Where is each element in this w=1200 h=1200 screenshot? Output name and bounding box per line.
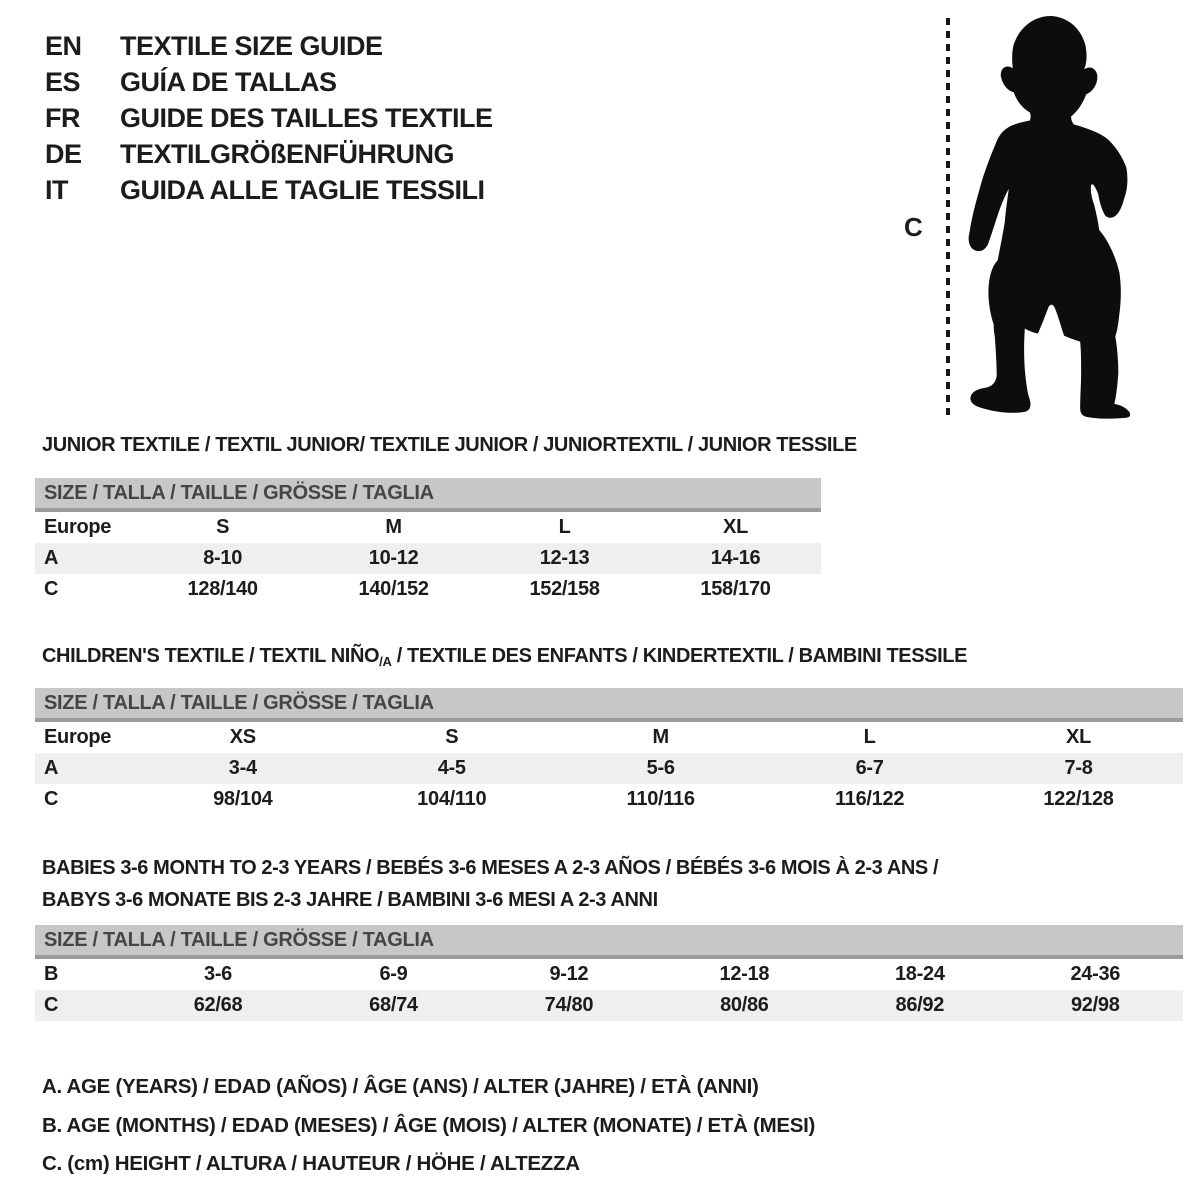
size-cell: L <box>863 726 876 748</box>
height-cell: 152/158 <box>529 578 600 600</box>
height-cell: 86/92 <box>895 994 945 1016</box>
age-cell: 4-5 <box>437 757 466 779</box>
legend-line-b: B. AGE (MONTHS) / EDAD (MESES) / ÂGE (MOIS) / ALTER (MONATE) / ETÀ (MESI) <box>42 1113 816 1137</box>
children-size-table <box>35 688 1183 815</box>
size-cell: S <box>445 726 459 748</box>
months-cell: 9-12 <box>549 963 589 985</box>
language-title-block <box>45 28 493 208</box>
height-cell: 158/170 <box>700 578 771 600</box>
junior-section-title: JUNIOR TEXTILE / TEXTIL JUNIOR/ TEXTILE JUNIOR / JUNIORTEXTIL / JUNIOR TESSILE <box>42 434 857 456</box>
lang-code: IT <box>45 175 68 205</box>
lang-title: TEXTILGRÖßENFÜHRUNG <box>120 139 454 169</box>
age-cell: 8-10 <box>203 547 243 569</box>
lang-title: TEXTILE SIZE GUIDE <box>120 31 383 61</box>
height-cell: 74/80 <box>544 994 594 1016</box>
children-title-sub: /A <box>379 654 392 669</box>
height-cell: 110/116 <box>626 788 695 810</box>
age-cell: 3-4 <box>228 757 257 779</box>
age-cell: 12-13 <box>539 547 590 569</box>
height-cell: 62/68 <box>193 994 243 1016</box>
height-cell: 104/110 <box>417 788 487 810</box>
children-section-title <box>42 645 967 669</box>
height-cell: 116/122 <box>835 788 905 810</box>
lang-title: GUIDE DES TAILLES TEXTILE <box>120 103 493 133</box>
lang-row-it <box>45 172 493 208</box>
lang-row-en <box>45 28 493 64</box>
table-row-months <box>35 959 1183 990</box>
row-label: C <box>44 994 59 1016</box>
months-cell: 24-36 <box>1070 963 1121 985</box>
table-row-height <box>35 574 821 605</box>
legend-block <box>42 1068 815 1184</box>
row-label: Europe <box>44 516 112 538</box>
table-row-europe <box>35 512 821 543</box>
months-cell: 12-18 <box>719 963 770 985</box>
children-title-post: / TEXTILE DES ENFANTS / KINDERTEXTIL / BAMBINI TESSILE <box>391 645 968 667</box>
toddler-silhouette-image <box>966 16 1140 420</box>
lang-code: EN <box>45 31 82 61</box>
legend-line-c: C. (cm) HEIGHT / ALTURA / HAUTEUR / HÖHE / ALTEZZA <box>42 1152 580 1175</box>
months-cell: 3-6 <box>204 963 233 985</box>
table-row-height <box>35 784 1183 815</box>
size-cell: XL <box>723 516 748 538</box>
children-table-header: SIZE / TALLA / TAILLE / GRÖSSE / TAGLIA <box>35 688 1183 722</box>
size-cell: XL <box>1066 726 1092 748</box>
height-cell: 98/104 <box>213 788 273 810</box>
age-cell: 6-7 <box>855 757 884 779</box>
row-label: A <box>44 757 59 779</box>
height-cell: 68/74 <box>369 994 418 1016</box>
lang-code: FR <box>45 103 80 133</box>
height-cell: 80/86 <box>720 994 769 1016</box>
table-row-age <box>35 543 821 574</box>
age-cell: 14-16 <box>710 547 761 569</box>
table-row-age <box>35 753 1183 784</box>
lang-title: GUÍA DE TALLAS <box>120 67 337 97</box>
size-cell: L <box>558 516 571 538</box>
age-cell: 5-6 <box>646 757 675 779</box>
babies-size-table <box>35 925 1183 1021</box>
size-cell: M <box>652 726 669 748</box>
babies-title-line1: BABIES 3-6 MONTH TO 2-3 YEARS / BEBÉS 3-6 MESES A 2-3 AÑOS / BÉBÉS 3-6 MOIS À 2-3 ANS / <box>42 857 939 879</box>
months-cell: 6-9 <box>379 963 408 985</box>
babies-title-line2: BABYS 3-6 MONATE BIS 2-3 JAHRE / BAMBINI 3-6 MESI A 2-3 ANNI <box>42 889 658 911</box>
row-label: A <box>44 547 59 569</box>
row-label: Europe <box>44 726 112 748</box>
row-label: C <box>44 578 59 600</box>
size-cell: XS <box>229 726 256 748</box>
age-cell: 7-8 <box>1064 757 1093 779</box>
junior-size-table <box>35 478 821 605</box>
height-cell: 128/140 <box>187 578 258 600</box>
junior-table-header: SIZE / TALLA / TAILLE / GRÖSSE / TAGLIA <box>35 478 821 512</box>
age-cell: 10-12 <box>368 547 419 569</box>
lang-row-de <box>45 136 493 172</box>
babies-table-header: SIZE / TALLA / TAILLE / GRÖSSE / TAGLIA <box>35 925 1183 959</box>
lang-title: GUIDA ALLE TAGLIE TESSILI <box>120 175 485 205</box>
lang-code: DE <box>45 139 82 169</box>
table-row-europe <box>35 722 1183 753</box>
children-title-pre: CHILDREN'S TEXTILE / TEXTIL NIÑO <box>42 645 380 667</box>
size-cell: S <box>216 516 230 538</box>
lang-row-fr <box>45 100 493 136</box>
row-label: C <box>44 788 59 810</box>
size-cell: M <box>385 516 402 538</box>
height-measure-dashed-line <box>946 18 950 418</box>
lang-row-es <box>45 64 493 100</box>
height-measure-label: C <box>904 212 923 242</box>
table-row-height <box>35 990 1183 1021</box>
height-cell: 140/152 <box>358 578 429 600</box>
row-label: B <box>44 963 59 985</box>
babies-section-title <box>42 852 938 916</box>
lang-code: ES <box>45 67 81 97</box>
months-cell: 18-24 <box>894 963 945 985</box>
legend-line-a: A. AGE (YEARS) / EDAD (AÑOS) / ÂGE (ANS) / ALTER (JAHRE) / ETÀ (ANNI) <box>42 1075 759 1098</box>
height-cell: 92/98 <box>1070 994 1120 1016</box>
height-cell: 122/128 <box>1043 788 1114 810</box>
